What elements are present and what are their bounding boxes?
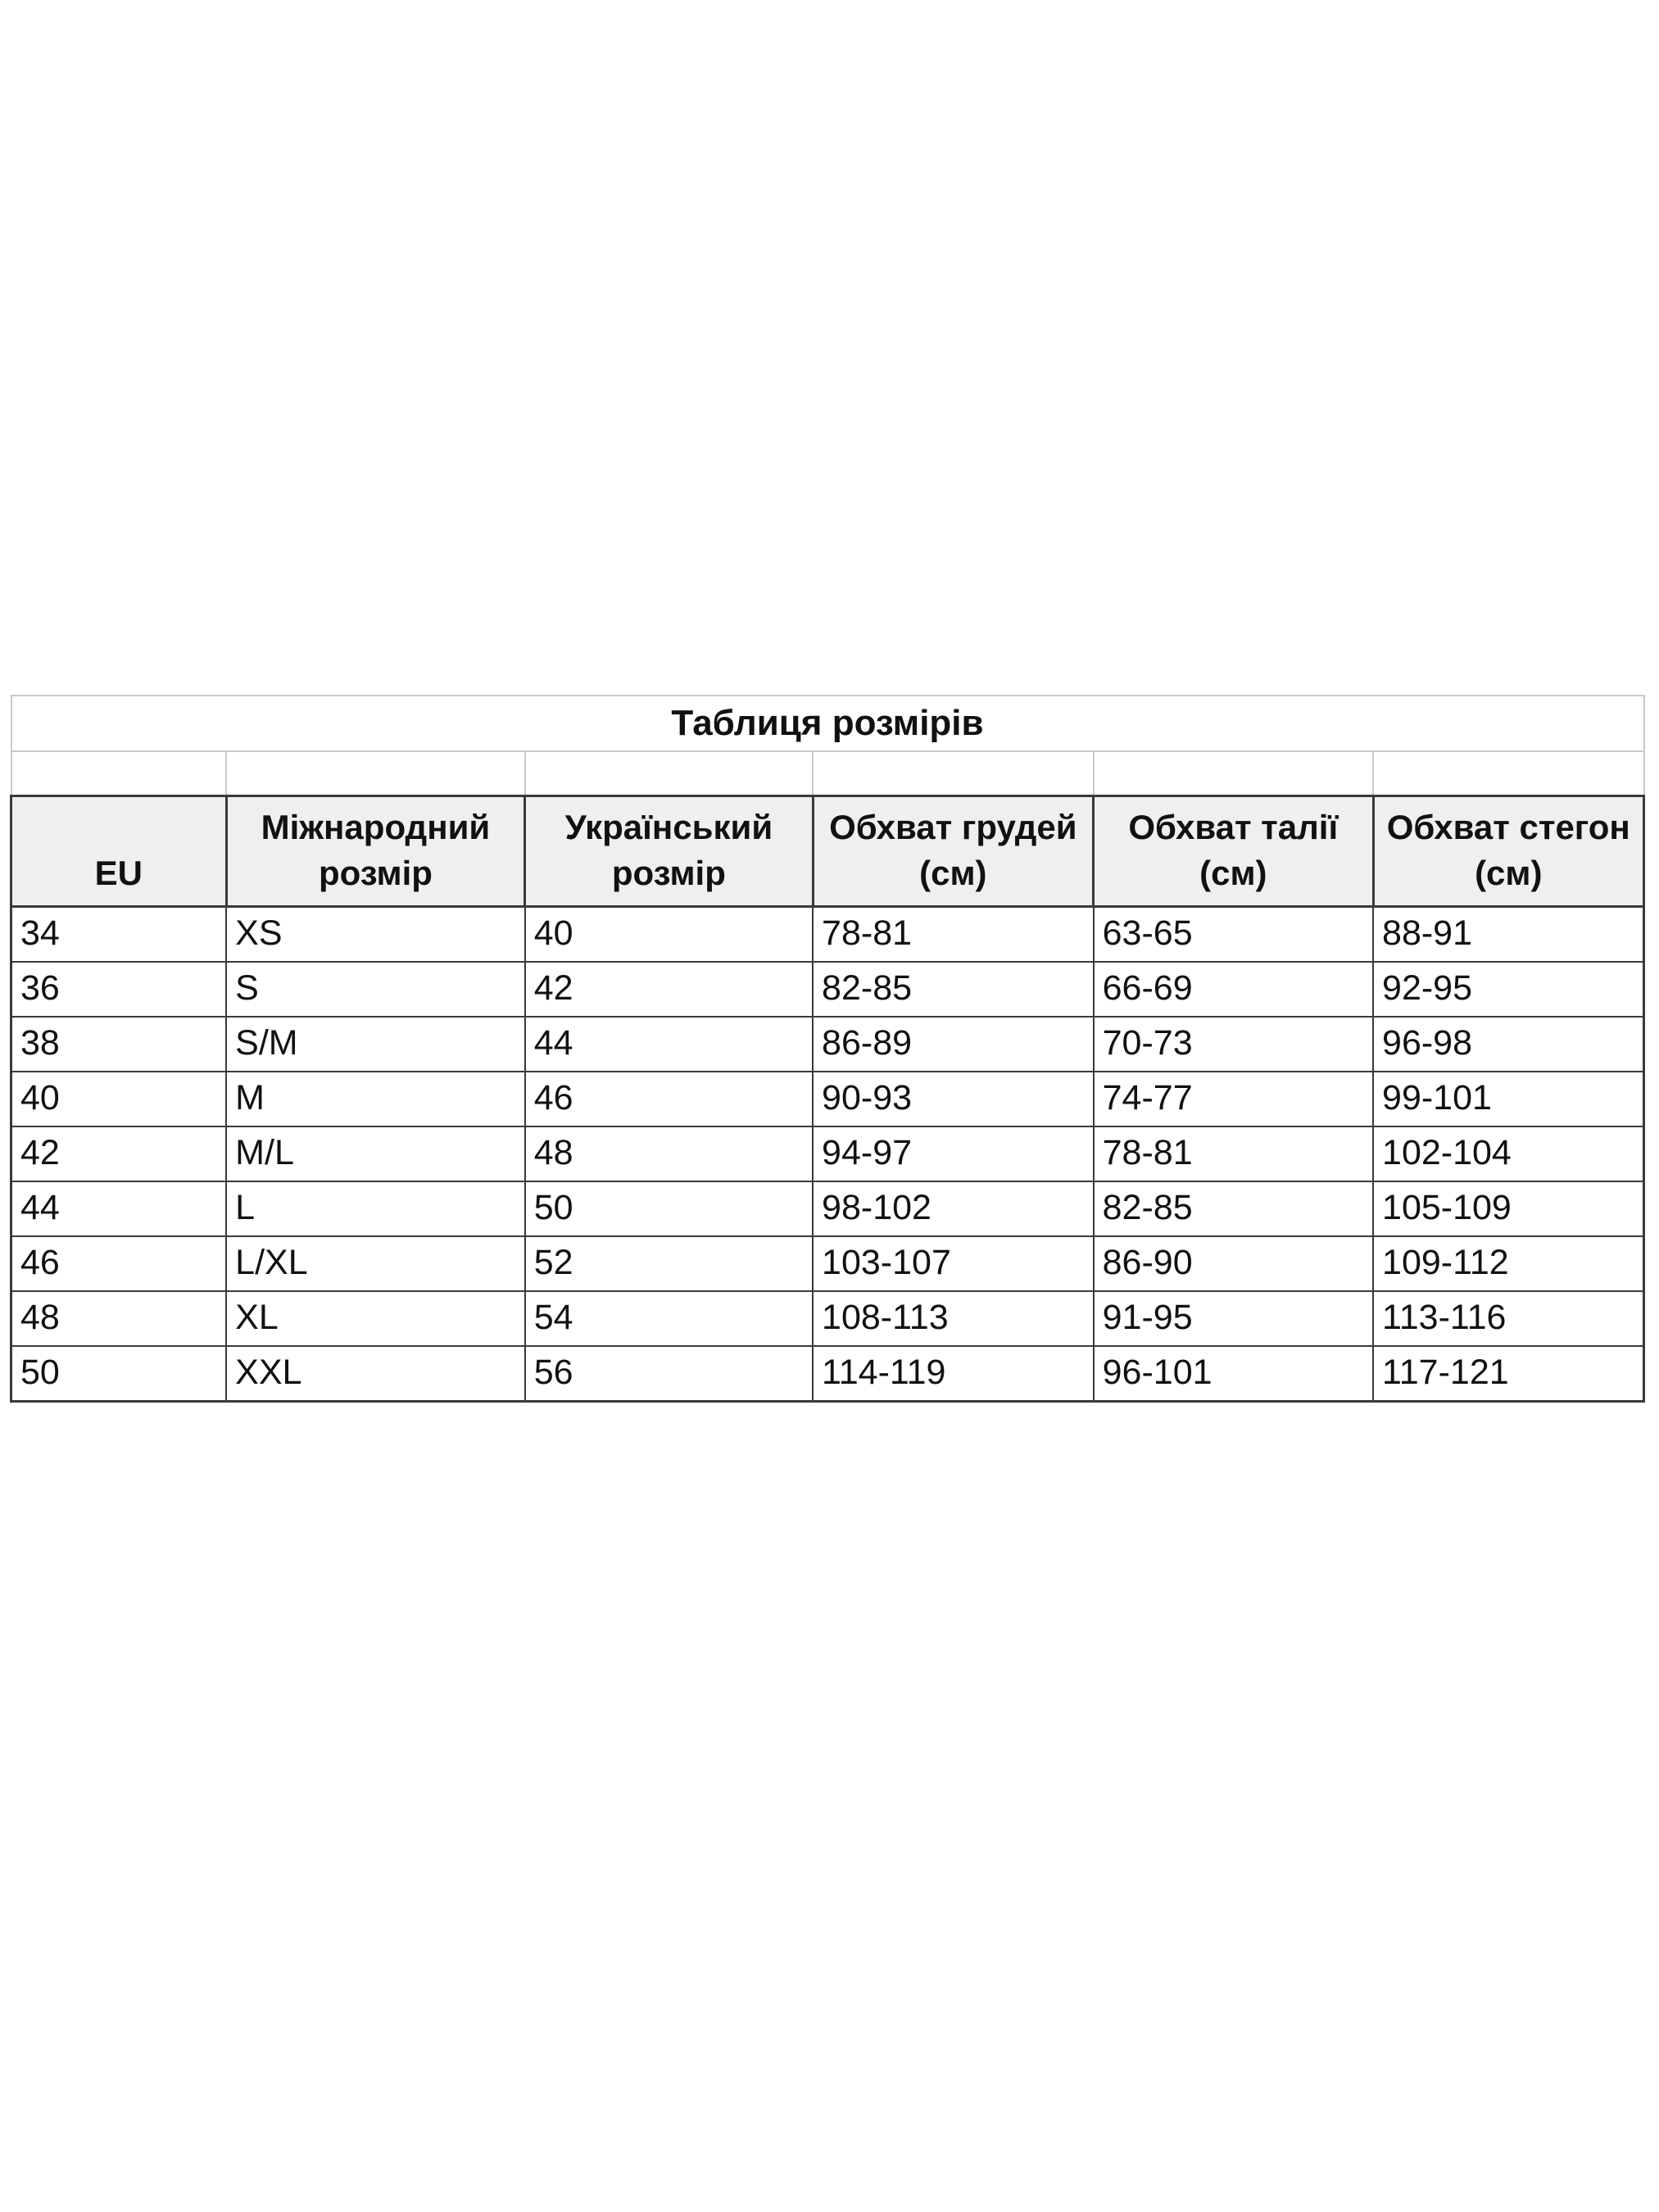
cell-ukrainian-size: 54 (525, 1291, 813, 1346)
cell-waist: 66-69 (1094, 962, 1373, 1017)
cell-international-size: S (226, 962, 525, 1017)
cell-hips: 99-101 (1373, 1072, 1643, 1126)
table-title: Таблиця розмірів (11, 696, 1644, 751)
spacer-row (11, 751, 1644, 796)
cell-eu: 44 (11, 1181, 227, 1236)
column-header-waist: Обхват талії (см) (1094, 796, 1373, 907)
table-row (11, 1072, 1644, 1126)
spacer-cell (525, 751, 813, 796)
column-header-eu: EU (11, 796, 227, 907)
table-row (11, 1236, 1644, 1291)
cell-waist: 82-85 (1094, 1181, 1373, 1236)
cell-hips: 92-95 (1373, 962, 1643, 1017)
cell-ukrainian-size: 40 (525, 907, 813, 963)
cell-hips: 117-121 (1373, 1346, 1643, 1402)
cell-hips: 105-109 (1373, 1181, 1643, 1236)
cell-international-size: M (226, 1072, 525, 1126)
column-header-international-size: Міжнародний розмір (226, 796, 525, 907)
cell-chest: 114-119 (813, 1346, 1094, 1402)
cell-ukrainian-size: 52 (525, 1236, 813, 1291)
header-row (11, 796, 1644, 907)
spacer-cell (11, 751, 227, 796)
cell-eu: 50 (11, 1346, 227, 1402)
cell-waist: 74-77 (1094, 1072, 1373, 1126)
cell-ukrainian-size: 50 (525, 1181, 813, 1236)
cell-hips: 88-91 (1373, 907, 1643, 963)
cell-waist: 70-73 (1094, 1017, 1373, 1072)
size-table (10, 695, 1645, 1403)
cell-eu: 40 (11, 1072, 227, 1126)
cell-international-size: S/M (226, 1017, 525, 1072)
cell-chest: 82-85 (813, 962, 1094, 1017)
cell-chest: 103-107 (813, 1236, 1094, 1291)
cell-chest: 108-113 (813, 1291, 1094, 1346)
spacer-cell (226, 751, 525, 796)
table-row (11, 1291, 1644, 1346)
cell-ukrainian-size: 44 (525, 1017, 813, 1072)
table-row (11, 1181, 1644, 1236)
cell-eu: 46 (11, 1236, 227, 1291)
table-row (11, 907, 1644, 963)
column-header-hips: Обхват стегон (см) (1373, 796, 1643, 907)
cell-eu: 38 (11, 1017, 227, 1072)
cell-international-size: L/XL (226, 1236, 525, 1291)
cell-chest: 78-81 (813, 907, 1094, 963)
cell-international-size: M/L (226, 1126, 525, 1181)
cell-chest: 90-93 (813, 1072, 1094, 1126)
cell-waist: 86-90 (1094, 1236, 1373, 1291)
cell-eu: 48 (11, 1291, 227, 1346)
spacer-cell (1094, 751, 1373, 796)
spacer-cell (1373, 751, 1643, 796)
table-row (11, 1346, 1644, 1402)
cell-ukrainian-size: 48 (525, 1126, 813, 1181)
cell-waist: 78-81 (1094, 1126, 1373, 1181)
cell-ukrainian-size: 56 (525, 1346, 813, 1402)
column-header-chest: Обхват грудей (см) (813, 796, 1094, 907)
cell-chest: 86-89 (813, 1017, 1094, 1072)
cell-waist: 96-101 (1094, 1346, 1373, 1402)
cell-eu: 36 (11, 962, 227, 1017)
table-row (11, 1126, 1644, 1181)
cell-chest: 94-97 (813, 1126, 1094, 1181)
cell-hips: 96-98 (1373, 1017, 1643, 1072)
cell-waist: 91-95 (1094, 1291, 1373, 1346)
cell-eu: 34 (11, 907, 227, 963)
spacer-cell (813, 751, 1094, 796)
table-row (11, 962, 1644, 1017)
cell-international-size: XXL (226, 1346, 525, 1402)
cell-international-size: XL (226, 1291, 525, 1346)
cell-chest: 98-102 (813, 1181, 1094, 1236)
cell-hips: 113-116 (1373, 1291, 1643, 1346)
cell-eu: 42 (11, 1126, 227, 1181)
cell-international-size: L (226, 1181, 525, 1236)
table-row (11, 1017, 1644, 1072)
cell-hips: 109-112 (1373, 1236, 1643, 1291)
cell-hips: 102-104 (1373, 1126, 1643, 1181)
cell-ukrainian-size: 42 (525, 962, 813, 1017)
cell-ukrainian-size: 46 (525, 1072, 813, 1126)
column-header-ukrainian-size: Український розмір (525, 796, 813, 907)
cell-international-size: XS (226, 907, 525, 963)
title-row (11, 696, 1644, 751)
cell-waist: 63-65 (1094, 907, 1373, 963)
